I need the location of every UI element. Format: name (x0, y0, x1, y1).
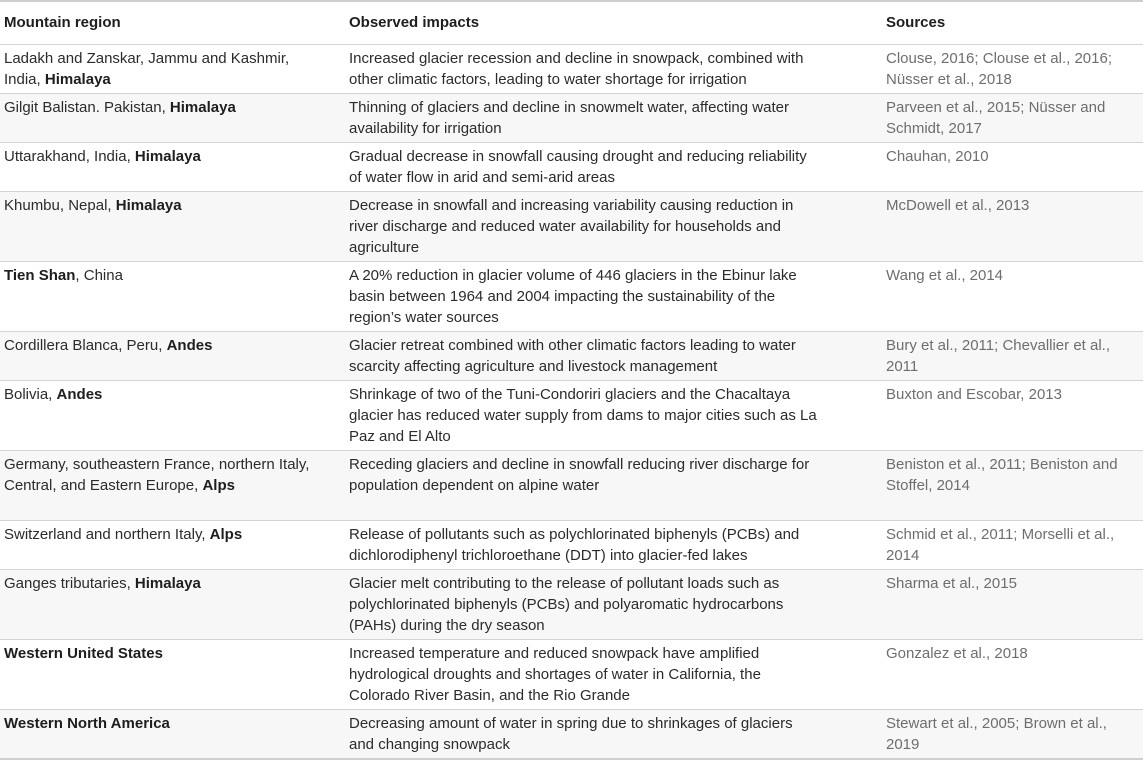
cell-mountain-region: Western United States (4, 645, 163, 662)
cell-sources: Beniston et al., 2011; Beniston and Stoffel, 2014 (886, 456, 1118, 494)
table-body (0, 45, 1143, 760)
cell-sources: Bury et al., 2011; Chevallier et al., 2011 (886, 337, 1111, 375)
table-row (0, 451, 1143, 521)
header-sources: Sources (886, 14, 946, 31)
cell-mountain-region: Gilgit Balistan. Pakistan, Himalaya (4, 99, 236, 116)
table-row (0, 45, 1143, 94)
cell-sources: Sharma et al., 2015 (886, 575, 1017, 592)
cell-sources: Wang et al., 2014 (886, 267, 1004, 284)
cell-observed-impacts: Release of pollutants such as polychlorinated biphenyls (PCBs) and dichlorodiphenyl trichloroethane (DDT) into glacier-fed lakes (349, 526, 800, 564)
cell-mountain-region: Cordillera Blanca, Peru, Andes (4, 337, 213, 354)
cell-sources: Schmid et al., 2011; Morselli et al., 2014 (886, 526, 1115, 564)
cell-mountain-region: Switzerland and northern Italy, Alps (4, 526, 243, 543)
cell-mountain-region: Uttarakhand, India, Himalaya (4, 148, 201, 165)
cell-mountain-region: Ladakh and Zanskar, Jammu and Kashmir, India, Himalaya (4, 50, 290, 88)
table-row (0, 332, 1143, 381)
table-row (0, 521, 1143, 570)
cell-observed-impacts: A 20% reduction in glacier volume of 446 glaciers in the Ebinur lake basin between 1964 and 2004 impacting the sustainability of the region’s water sources (349, 267, 797, 326)
cell-observed-impacts: Thinning of glaciers and decline in snowmelt water, affecting water availability for irrigation (349, 99, 789, 137)
cell-observed-impacts: Glacier retreat combined with other climatic factors leading to water scarcity affecting agriculture and livestock management (349, 337, 796, 375)
cell-observed-impacts: Shrinkage of two of the Tuni-Condoriri glaciers and the Chacaltaya glacier has reduced water supply from dams to major cities such as La Paz and El Alto (349, 386, 817, 445)
cell-observed-impacts: Glacier melt contributing to the release of pollutant loads such as polychlorinated biphenyls (PCBs) and polyaromatic hydrocarbons (PAHs) during the dry season (349, 575, 784, 634)
cell-observed-impacts: Increased glacier recession and decline in snowpack, combined with other climatic factors, leading to water shortage for irrigation (349, 50, 804, 88)
cell-mountain-region: Ganges tributaries, Himalaya (4, 575, 201, 592)
cell-mountain-region: Tien Shan, China (4, 267, 123, 284)
cell-observed-impacts: Gradual decrease in snowfall causing drought and reducing reliability of water flow in arid and semi-arid areas (349, 148, 807, 186)
cell-mountain-region: Western North America (4, 715, 170, 732)
cell-observed-impacts: Increased temperature and reduced snowpack have amplified hydrological droughts and shortages of water in California, the Colorado River Basin, and the Rio Grande (349, 645, 761, 704)
cell-observed-impacts: Decreasing amount of water in spring due to shrinkages of glaciers and changing snowpack (349, 715, 793, 753)
cell-mountain-region: Germany, southeastern France, northern Italy, Central, and Eastern Europe, Alps (4, 456, 310, 494)
table-header (0, 0, 1143, 45)
table-row (0, 570, 1143, 640)
cell-sources: Parveen et al., 2015; Nüsser and Schmidt, 2017 (886, 99, 1106, 137)
cell-sources: McDowell et al., 2013 (886, 197, 1030, 214)
header-observed-impacts: Observed impacts (349, 14, 480, 31)
table-row (0, 143, 1143, 192)
cell-sources: Chauhan, 2010 (886, 148, 989, 165)
cell-sources: Buxton and Escobar, 2013 (886, 386, 1062, 403)
table-row (0, 640, 1143, 710)
cell-sources: Stewart et al., 2005; Brown et al., 2019 (886, 715, 1107, 753)
cell-sources: Clouse, 2016; Clouse et al., 2016; Nüsser et al., 2018 (886, 50, 1112, 88)
cell-observed-impacts: Receding glaciers and decline in snowfall reducing river discharge for population dependent on alpine water (349, 456, 810, 494)
cell-observed-impacts: Decrease in snowfall and increasing variability causing reduction in river discharge and reduced water availability for households and agriculture (349, 197, 794, 256)
cell-sources: Gonzalez et al., 2018 (886, 645, 1028, 662)
cell-mountain-region: Bolivia, Andes (4, 386, 103, 403)
table-row (0, 262, 1143, 332)
table-row (0, 381, 1143, 451)
table-row (0, 192, 1143, 262)
cell-mountain-region: Khumbu, Nepal, Himalaya (4, 197, 182, 214)
table-row (0, 710, 1143, 760)
table-row (0, 94, 1143, 143)
header-mountain-region: Mountain region (4, 14, 121, 31)
